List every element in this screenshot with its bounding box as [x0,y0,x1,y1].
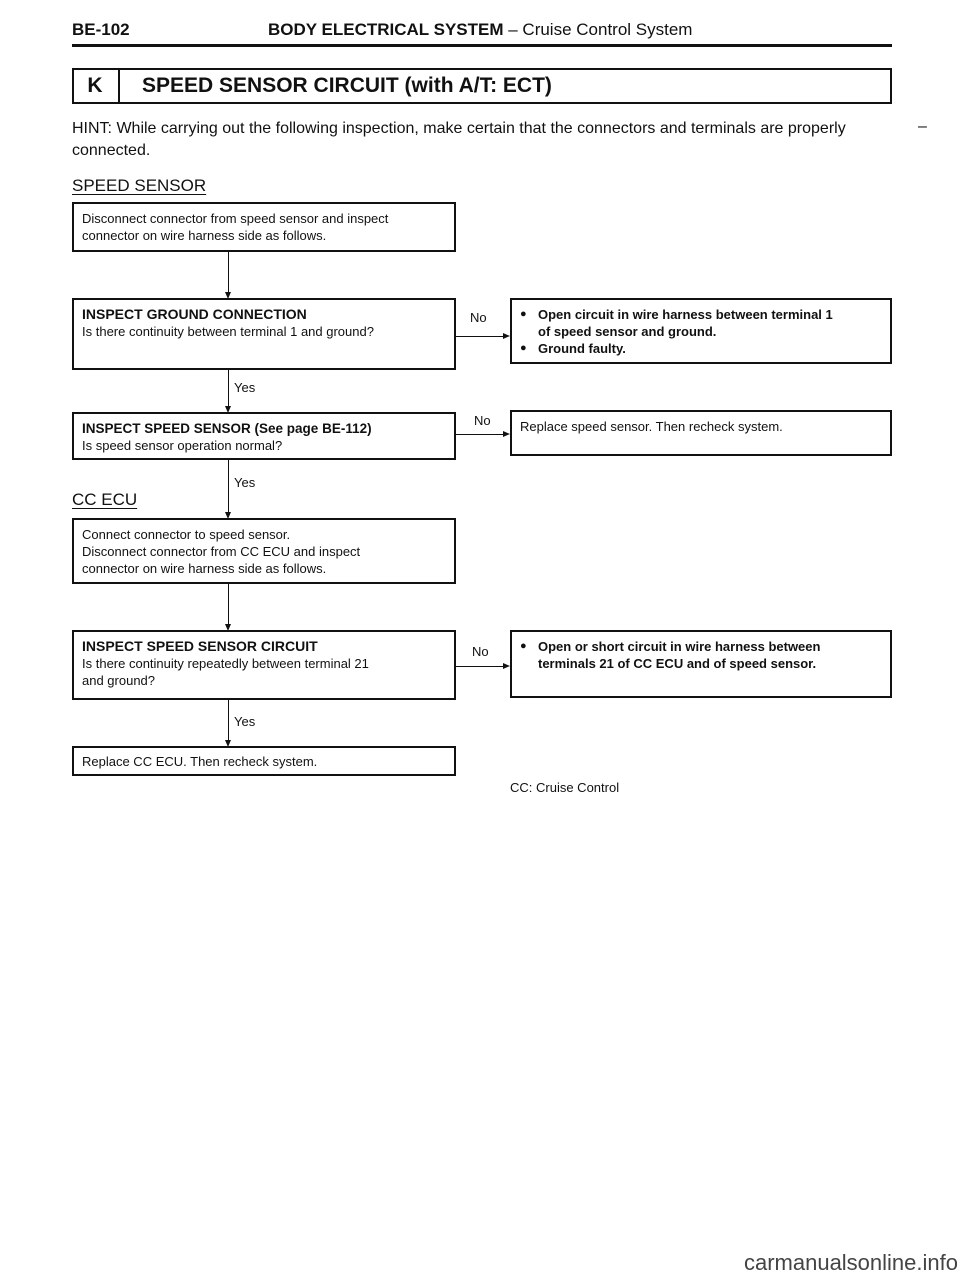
box-question: and ground? [82,673,156,688]
box-question: Is there continuity between terminal 1 and ground? [82,324,374,339]
connector-line [228,370,229,408]
box-title: INSPECT SPEED SENSOR (See page BE-112) [82,421,372,436]
box-title: INSPECT GROUND CONNECTION [82,306,307,322]
bullet-text: ● Open or short circuit in wire harness between [538,639,821,654]
header-rule [72,44,892,47]
hint-text: HINT: While carrying out the following inspection, make certain that the connectors and terminals are properly connected. [72,120,846,159]
box-circuit-result [510,630,892,698]
margin-mark: – [918,118,927,135]
footnote: CC: Cruise Control [510,780,620,795]
box-line: Connect connector to speed sensor. [82,527,291,542]
bullet-text: ● Open circuit in wire harness between terminal 1 [538,307,833,322]
bullet-text: terminals 21 of CC ECU and of speed sensor. [538,656,817,671]
connector-line [456,336,504,337]
box-disconnect-speed-sensor [72,202,456,252]
arrow-right-icon [503,333,510,339]
page-title-rest: – Cruise Control System [503,20,693,39]
box-title: INSPECT SPEED SENSOR CIRCUIT [82,638,318,654]
yes-label: Yes [234,714,256,729]
box-line: connector on wire harness side as follows. [82,228,327,243]
bullet-item [520,340,882,357]
connector-line [456,434,504,435]
yes-label: Yes [234,380,256,395]
connector-line [228,252,229,294]
box-inspect-circuit [72,630,456,700]
arrow-right-icon [503,431,510,437]
arrow-right-icon [503,663,510,669]
connector-line [228,460,229,514]
page-title-bold: BODY ELECTRICAL SYSTEM [268,20,504,39]
section-title: SPEED SENSOR CIRCUIT (with A/T: ECT) [142,74,552,97]
bullet-item [520,638,882,672]
connector-line [228,584,229,626]
watermark: carmanualsonline.info [743,1250,958,1275]
bullet-text: ● Ground faulty. [538,341,626,356]
box-replace-speed-sensor [510,410,892,456]
page-number: BE-102 [72,20,130,39]
section-letter: K [87,74,103,97]
yes-label: Yes [234,475,256,490]
box-question: Is there continuity repeatedly between terminal 21 [82,656,369,671]
subhead-cc-ecu: CC ECU [72,490,138,509]
box-line: Disconnect connector from speed sensor and inspect [82,211,389,226]
no-label: No [470,310,487,325]
bullet-text: of speed sensor and ground. [538,324,717,339]
box-inspect-ground [72,298,456,370]
no-label: No [474,413,491,428]
box-inspect-speed-sensor [72,412,456,460]
connector-line [456,666,504,667]
connector-line [228,700,229,742]
section-divider [118,68,120,104]
box-replace-ecu [72,746,456,776]
bullet-item [520,306,882,340]
box-text: Replace CC ECU. Then recheck system. [82,754,318,769]
box-text: Replace speed sensor. Then recheck system. [520,419,783,434]
page-title [268,20,692,40]
box-line: Disconnect connector from CC ECU and inspect [82,544,361,559]
box-line: connector on wire harness side as follows. [82,561,327,576]
box-question: Is speed sensor operation normal? [82,438,283,453]
subhead-speed-sensor: SPEED SENSOR [72,176,207,195]
no-label: No [472,644,489,659]
box-ground-result [510,298,892,364]
box-connect-cc-ecu [72,518,456,584]
